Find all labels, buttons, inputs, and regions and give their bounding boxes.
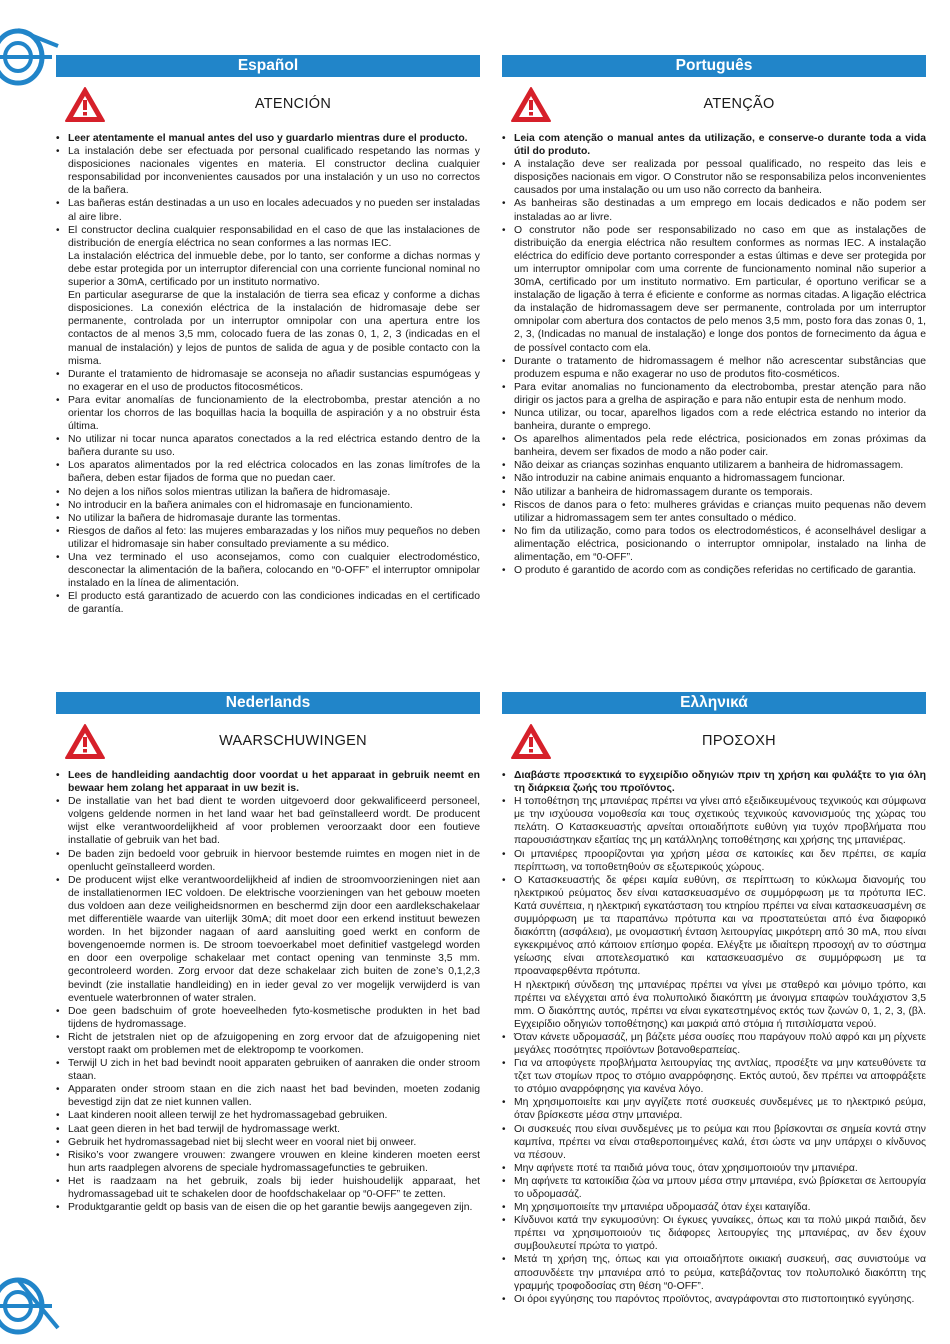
warning-list-es	[56, 132, 480, 616]
bullet-icon: •	[56, 368, 60, 380]
list-item-text: De producent wijst elke verantwoordelijkheid af indien de stroomvoorzieningen niet aan de installatienormen IEC voldoen. De elektrische voorzieningen van het gebouw moeten dus voldoen aan deze veiligheidsnormen en beschermd zijn door een aardlekschakelaar met differentiële waarde van uiterlijk 30mA; dit moet door een erkend instituut bewezen worden. In het bijzonder nagaan of aard aansluiting goed werkt en conform de bovengenoemde normen is. De stroom toevoerkabel moet definitief vastgelegd worden en door een overpolige schakelaar met contact opening van tenminste 3,5 mm. gecontroleerd worden. Zorg ervoor dat deze schakelaar zich buiten de zone’s 0,1,2,3 bevindt (zie installatie handleiding) en in ieder geval zo ver mogelijk verwijderd is van eventuele waterbronnen of water stralen.	[68, 874, 480, 1004]
list-item-text: Οι όροι εγγύησης του παρόντος προϊόντος, αναγράφονται στο πιστοποιητικό εγγύησης.	[514, 1293, 915, 1305]
section-header-el	[502, 714, 926, 769]
list-item-text: Apparaten onder stroom staan en die zich naast het bad bevinden, moeten zodanig bevestigd zijn dat ze niet kunnen vallen.	[68, 1084, 480, 1109]
bullet-icon: •	[502, 1293, 506, 1305]
list-item-text: Não deixar as crianças sozinhas enquanto utilizarem a banheira de hidromassagem.	[514, 460, 904, 472]
bullet-icon: •	[56, 1058, 60, 1070]
list-item-text: No utilizar ni tocar nunca aparatos conectados a la red eléctrica estando dentro de la bañera durante su uso.	[68, 434, 480, 459]
list-item	[56, 197, 480, 223]
list-item-text: Leer atentamente el manual antes del uso y guardarlo mientras dure el producto.	[68, 133, 468, 144]
bullet-icon: •	[502, 355, 506, 367]
list-item-text: En particular asegurarse de que la instalación de tierra sea eficaz y conforme a dichas disposiciones. La conexión eléctrica de la instalación de hidromasaje debe ser permanente, controlada por un interruptor omnipolar con una apertura entre los contactos de al menos 3,5 mm, colocado fuera de las zonas 0, 1, 2, 3 (indicadas en el manual de instalación) y lejos de puntos de salida de agua y de posible contacto con la misma.	[68, 290, 480, 367]
bullet-icon: •	[56, 796, 60, 808]
list-item	[502, 979, 926, 1031]
warning-heading-el: ΠΡΟΣΟΧΗ	[702, 733, 776, 749]
section-el	[502, 692, 926, 1306]
warning-heading-nl: WAARSCHUWINGEN	[219, 733, 367, 749]
bullet-icon: •	[56, 434, 60, 446]
list-item	[502, 795, 926, 847]
list-item	[502, 1214, 926, 1253]
list-item	[56, 459, 480, 485]
list-item	[56, 1136, 480, 1149]
list-item	[502, 224, 926, 355]
list-item-text: Richt de jetstralen niet op de afzuigopening en zorg ervoor dat de afzuigopening niet verstopt raakt om problemen met de elektropomp te voorkomen.	[68, 1031, 480, 1056]
list-item	[502, 459, 926, 472]
list-item-text: Οι μπανιέρες προορίζονται για χρήση μέσα σε κατοικίες και δεν πρέπει, σε καμία περίπτωση, να τοποθετηθούν σε εξωτερικούς χώρους.	[514, 848, 926, 873]
bullet-icon: •	[502, 224, 506, 236]
list-item-text: Para evitar anomalias no funcionamento da electrobomba, prestar atenção para não dirigir os jactos para a grelha de aspiração e para não entupir esta de nenhum modo.	[514, 381, 926, 406]
list-item-text: De baden zijn bedoeld voor gebruik in hiervoor bestemde ruimtes en mogen niet in de openlucht geïnstalleerd worden.	[68, 848, 480, 873]
list-item	[56, 590, 480, 616]
list-item	[56, 499, 480, 512]
list-item	[56, 289, 480, 368]
warning-list-pt	[502, 132, 926, 577]
list-item	[56, 486, 480, 499]
list-item	[56, 394, 480, 433]
section-pt	[502, 55, 926, 577]
bullet-icon: •	[502, 407, 506, 419]
list-item	[502, 486, 926, 499]
list-item	[56, 512, 480, 525]
list-item	[56, 1057, 480, 1083]
list-item-text: Het is raadzaam na het gebruik, zoals bij ieder huishoudelijk apparaat, het hydromassagebad uit te schakelen door de hoofdschakelaar op “0-OFF” te zetten.	[68, 1175, 480, 1200]
list-item	[502, 472, 926, 485]
list-item-text: No utilizar la bañera de hidromasaje durante las tormentas.	[68, 512, 341, 524]
bullet-icon: •	[56, 848, 60, 860]
list-item-text: A instalação deve ser realizada por pessoal qualificado, no respeito das leis e disposições nacionais em vigor. O Construtor não se responsabiliza pelos inconvenientes causados por uma instalação ou um uso não correcto da banheira.	[514, 159, 926, 197]
bullet-icon: •	[56, 512, 60, 524]
bullet-icon: •	[56, 460, 60, 472]
warning-heading-pt: ATENÇÃO	[703, 96, 775, 112]
list-item-text: Não utilizar a banheira de hidromassagem durante os temporais.	[514, 486, 813, 498]
bullet-icon: •	[502, 460, 506, 472]
list-item	[502, 874, 926, 979]
list-item	[502, 132, 926, 158]
brand-logo-top	[0, 26, 60, 88]
warning-list-nl	[56, 769, 480, 1214]
list-item-text: Laat kinderen nooit alleen terwijl ze het hydromassagebad gebruiken.	[68, 1110, 388, 1122]
warning-icon	[510, 86, 552, 124]
section-header-es	[56, 77, 480, 132]
list-item-text: El constructor declina cualquier responsabilidad en el caso de que las instalaciones de distribución de energía eléctrica no sean conformes a las normas IEC.	[68, 224, 480, 249]
brand-logo-bottom	[0, 1272, 60, 1336]
list-item-text: Los aparatos alimentados por la red eléctrica colocados en las zonas limítrofes de la bañera, deben estar fijados de forma que no puedan caer.	[68, 460, 480, 485]
list-item-text: Nunca utilizar, ou tocar, aparelhos ligados com a rede eléctrica estando no interior da banheira, durante o emprego.	[514, 407, 926, 433]
list-item	[56, 433, 480, 459]
bullet-icon: •	[502, 848, 506, 860]
bullet-icon: •	[56, 133, 60, 144]
list-item-text: La instalación eléctrica del inmueble debe, por lo tanto, ser conforme a dichas normas y debe estar protegida por un interruptor diferencial con una corriente funcional nominal no superior a 30mA, certificado por un instituto normativo.	[68, 250, 480, 289]
bullet-icon: •	[502, 1031, 506, 1043]
list-item	[56, 250, 480, 289]
list-item-text: Μετά τη χρήση της, όπως και για οποιαδήποτε οικιακή συσκευή, σας συνιστούμε να αποσυνδέετε την μπανιέρα από το ρεύμα, κατεβάζοντας τον πολυπολικό διακόπτη της γραμμής τροφοδοσίας στη θέση “0-OFF”.	[514, 1254, 926, 1292]
warning-list-el	[502, 769, 926, 1306]
list-item-text: El producto está garantizado de acuerdo con las condiciones indicadas en el certificado de garantía.	[68, 591, 480, 616]
bullet-icon: •	[56, 552, 60, 563]
bullet-icon: •	[502, 486, 506, 498]
list-item-text: Διαβάστε προσεκτικά το εγχειρίδιο οδηγιών πριν τη χρήση και φυλάξτε το για όλη τη διάρκεια ζωής του προϊόντος.	[514, 770, 926, 795]
section-title-es: Español	[56, 55, 480, 77]
bullet-icon: •	[502, 1254, 506, 1266]
list-item	[56, 224, 480, 250]
list-item	[56, 1083, 480, 1109]
bullet-icon: •	[502, 1058, 506, 1070]
bullet-icon: •	[56, 1149, 60, 1161]
list-item	[502, 433, 926, 459]
list-item	[56, 1005, 480, 1031]
bullet-icon: •	[56, 499, 60, 511]
list-item-text: Não introduzir na cabine animais enquanto a hidromassagem funcionar.	[514, 473, 845, 485]
bullet-icon: •	[502, 525, 506, 537]
list-item-text: Leia com atenção o manual antes da utilização, e conserve-o durante toda a vida útil do produto.	[514, 133, 926, 158]
list-item	[56, 874, 480, 1005]
list-item	[502, 1123, 926, 1162]
bullet-icon: •	[56, 146, 60, 158]
list-item	[502, 158, 926, 197]
section-header-nl	[56, 714, 480, 769]
bullet-icon: •	[502, 770, 506, 781]
section-title-nl: Nederlands	[56, 692, 480, 714]
list-item	[56, 1201, 480, 1214]
list-item	[56, 132, 480, 145]
list-item	[502, 1175, 926, 1201]
list-item-text: Laat geen dieren in het bad terwijl de hydromassage werkt.	[68, 1123, 341, 1135]
list-item-text: Η ηλεκτρική σύνδεση της μπανιέρας πρέπει να γίνει με σταθερό και μόνιμο τρόπο, και πρέπει να ελέγχεται από ένα πολυπολικό διακόπτη με άνοιγμα επαφών τουλάχιστον 3,5 mm. Ο διακόπτης αυτός, πρέπει να είναι εγκατεστημένος εκτός των ζωνών 0, 1, 2, 3, (βλ. Εγχειρίδιο οδηγιών τοποθέτησης) και μακριά από στόμια ή πιτσιλίσματα νερού.	[514, 979, 926, 1030]
bullet-icon: •	[56, 1005, 60, 1017]
list-item	[502, 197, 926, 223]
list-item	[502, 1293, 926, 1306]
list-item-text: No dejen a los niños solos mientras utilizan la bañera de hidromasaje.	[68, 486, 391, 498]
list-item-text: Μην αφήνετε ποτέ τα παιδιά μόνα τους, όταν χρησιμοποιούν την μπανιέρα.	[514, 1162, 858, 1174]
section-es	[56, 55, 480, 616]
list-item-text: No fim da utilização, como para todos os electrodomésticos, é aconselhável desligar a alimentação eléctrica, posicionando o interruptor omnipolar, instalado na linha de alimentação, em “0-OFF”.	[514, 525, 926, 563]
list-item-text: Lees de handleiding aandachtig door voordat u het apparaat in gebruik neemt en bewaar hem zolang het apparaat in uw bezit is.	[68, 770, 480, 795]
bullet-icon: •	[56, 1084, 60, 1096]
list-item	[502, 1096, 926, 1122]
list-item-text: O construtor não pode ser responsabilizado no caso em que as instalações de distribuição da energia eléctrica não resultem conformes as normas IEC. A instalação eléctrica do edifício deve portanto corresponder a estas últimas e deve ser protegida por um interruptor omnipolar com uma corrente de funcionamento nominal não superior a 30mA, certificado por um instituto normativo. Em particular, é oportuno verificar se a instalação de ligação à terra é eficiente e conforme as normas citadas. A ligação eléctrica da instalação de hidromassagem deve ser permanente, controlada por um interruptor omnipolar com abertura dos contactos de pelo menos 3,5 mm, posto fora das zonas 0, 1, 2, 3, (Indicadas no manual de instalação) e longe dos pontos de fornecimento da água e de possível contacto com ela.	[514, 224, 926, 354]
bullet-icon: •	[56, 1136, 60, 1148]
list-item	[502, 564, 926, 577]
bullet-icon: •	[502, 874, 506, 886]
bullet-icon: •	[502, 1202, 506, 1214]
bullet-icon: •	[56, 525, 60, 537]
list-item	[502, 1031, 926, 1057]
list-item-text: Risiko’s voor zwangere vrouwen: zwangere vrouwen en kleine kinderen moeten eerst hun arts raadplegen alvorens de speciale hydromassagefuncties te gebruiken.	[68, 1149, 480, 1174]
section-nl	[56, 692, 480, 1214]
section-title-pt: Português	[502, 55, 926, 77]
bullet-icon: •	[56, 1123, 60, 1135]
list-item-text: Riesgos de daños al feto: las mujeres embarazadas y los niños muy pequeños no deben utilizar el hidromasaje sin haber consultado previamente a su médico.	[68, 525, 480, 550]
list-item	[502, 769, 926, 795]
bullet-icon: •	[56, 874, 60, 886]
bullet-icon: •	[502, 198, 506, 210]
list-item	[502, 381, 926, 407]
list-item	[502, 1162, 926, 1175]
bullet-icon: •	[502, 1097, 506, 1109]
bullet-icon: •	[502, 133, 506, 144]
list-item	[502, 1201, 926, 1214]
list-item-text: De installatie van het bad dient te worden uitgevoerd door gekwalificeerd personeel, volgens geldende normen in het land waar het bad geïnstalleerd wordt. De producent wijst elke verantwoordelijkheid af voor problemen veroorzaakt door een foutieve installatie of gebruik van het bad.	[68, 796, 480, 847]
list-item-text: Las bañeras están destinadas a un uso en locales adecuados y no pueden ser instaladas al aire libre.	[68, 198, 480, 223]
bullet-icon: •	[56, 591, 60, 603]
list-item	[56, 769, 480, 795]
bullet-icon: •	[502, 499, 506, 511]
list-item-text: Durante el tratamiento de hidromasaje se aconseja no añadir sustancias espumógeas y no exagerar en el uso de productos fitocosméticos.	[68, 368, 480, 393]
warning-icon	[510, 723, 552, 761]
bullet-icon: •	[502, 565, 506, 577]
list-item-text: As banheiras são destinadas a um emprego em locais dedicados e não podem ser instaladas ao ar livre.	[514, 198, 926, 223]
list-item	[56, 525, 480, 551]
bullet-icon: •	[502, 1123, 506, 1135]
list-item	[56, 795, 480, 847]
list-item-text: Μη αφήνετε τα κατοικίδια ζώα να μπουν μέσα στην μπανιέρα, ενώ βρίσκεται σε λειτουργία το υδρομασάζ.	[514, 1175, 926, 1200]
bullet-icon: •	[56, 1110, 60, 1122]
bullet-icon: •	[56, 224, 60, 236]
list-item-text: Terwijl U zich in het bad bevindt nooit apparaten gebruiken of aanraken die onder stroom staan.	[68, 1058, 480, 1083]
bullet-icon: •	[56, 198, 60, 210]
list-item-text: Riscos de danos para o feto: mulheres grávidas e crianças muito pequenas não devem utilizar a hidromassagem sem ter antes consultado o médico.	[514, 499, 926, 524]
list-item-text: Μη χρησιμοποιείτε και μην αγγίζετε ποτέ συσκευές συνδεμένες με το ηλεκτρικό ρεύμα, όταν βρίσκεστε μέσα στην μπανιέρα.	[514, 1097, 926, 1122]
bullet-icon: •	[502, 434, 506, 446]
list-item	[502, 1057, 926, 1096]
list-item-text: Οι συσκευές που είναι συνδεμένες με το ρεύμα και που βρίσκονται σε σημεία κοντά στην καμπίνα, πρέπει να είναι σταθεροποιημένες καλά, έτσι ώστε να μην υπάρχει ο κίνδυνος να πέσουν.	[514, 1123, 926, 1161]
bullet-icon: •	[56, 1175, 60, 1187]
list-item-text: Una vez terminado el uso aconsejamos, como con cualquier electrodoméstico, desconectar la alimentación de la bañera, colocando en “0-OFF” el interruptor omnipolar instalado en la línea de alimentación.	[68, 552, 480, 590]
bullet-icon: •	[502, 1162, 506, 1174]
bullet-icon: •	[502, 473, 506, 485]
bullet-icon: •	[502, 1175, 506, 1187]
list-item	[56, 1031, 480, 1057]
bullet-icon: •	[502, 381, 506, 393]
warning-heading-es: ATENCIÓN	[254, 96, 332, 112]
list-item-text: Doe geen badschuim of grote hoeveelheden fyto-kosmetische produkten in het bad tijdens de hydromassage.	[68, 1005, 480, 1030]
list-item-text: Gebruik het hydromassagebad niet bij slecht weer en vooral niet bij onweer.	[68, 1136, 417, 1148]
list-item-text: Η τοποθέτηση της μπανιέρας πρέπει να γίνει από εξειδικευμένους τεχνικούς και σύμφωνα με την ισχύουσα νομοθεσία και τους σχετικούς τεχνικούς κανονισμούς της χώρας του πελάτη. Ο Κατασκευαστής αρνείται οποιαδήποτε ευθύνη για τυχόν προβλήματα που παρουσιάστηκαν εξαιτίας της μη κατάλληλης τοποθέτησης και χρήσης της μπανιέρας.	[514, 796, 926, 847]
bullet-icon: •	[502, 159, 506, 171]
list-item-text: Ο Κατασκευαστής δε φέρει καμία ευθύνη, σε περίπτωση το κύκλωμα διανομής του ηλεκτρικού ρεύματος δεν είναι κατασκευασμένο σε συμμόρφωση με τα πρότυπα IEC. Κατά συνέπεια, η ηλεκτρική εγκατάσταση του κτηρίου πρέπει να είναι κατασκευασμένη σε συμμόρφωση με τα παραπάνω πρότυπα και να προστατεύεται από ένα διαφορικό διακόπτη (ασφάλεια), με ονομαστική ένταση λειτουργίας μικρότερη από 30 mA, που είναι εγκεκριμένος από κάποιον επίσημο φορέα. Ελέγξτε με ιδιαίτερη προσοχή αν το σύστημα γείωσης είναι αποτελεσματικό και κατασκευασμένο σε συμμόρφωση με τα προαναφερθέντα πρότυπα.	[514, 874, 926, 978]
list-item	[56, 848, 480, 874]
warning-icon	[64, 723, 106, 761]
list-item	[502, 499, 926, 525]
bullet-icon: •	[56, 1202, 60, 1214]
list-item-text: Μη χρησιμοποιείτε την μπανιέρα υδρομασάζ όταν έχει καταιγίδα.	[514, 1202, 811, 1214]
list-item	[502, 848, 926, 874]
list-item-text: Για να αποφύγετε προβλήματα λειτουργίας της αντλίας, προσέξτε να μην κατευθύνετε τα τζετ των στομίων προς το στόμιο αναρρόφησης. Εκτός αυτού, δεν πρέπει να αποφράξετε το στόμιο αναρρόφησης για κανένα λόγο.	[514, 1058, 926, 1096]
bullet-icon: •	[56, 486, 60, 498]
list-item	[56, 1123, 480, 1136]
list-item-text: La instalación debe ser efectuada por personal cualificado respetando las normas y disposiciones nacionales vigentes en materia. El constructor declina cualquier responsabilidad por inconvenientes causados por una instalación y un uso no correctos de la bañera.	[68, 146, 480, 197]
list-item-text: Para evitar anomalías de funcionamiento de la electrobomba, prestar atención a no orientar los chorros de las boquillas hacia la boquilla de aspiración y a no obstruir ésta última.	[68, 394, 480, 433]
warning-icon	[64, 86, 106, 124]
list-item-text: Κίνδυνοι κατά την εγκυμοσύνη: Οι έγκυες γυναίκες, όπως και τα πολύ μικρά παιδιά, δεν πρέπει να χρησιμοποιούν τις διάφορες λειτουργίες της μπανιέρας, αν δεν έχουν συμβουλευτεί πρώτα το γιατρό.	[514, 1215, 926, 1253]
list-item	[56, 1149, 480, 1175]
bullet-icon: •	[502, 796, 506, 808]
list-item	[502, 525, 926, 564]
bullet-icon: •	[502, 1215, 506, 1227]
bullet-icon: •	[56, 394, 60, 406]
list-item	[502, 355, 926, 381]
list-item-text: Όταν κάνετε υδρομασάζ, μη βάζετε μέσα ουσίες που παράγουν πολύ αφρό και μη ρίχνετε μεγάλες ποσότητες προϊόντων βοτανοθεραπείας.	[514, 1031, 926, 1056]
list-item	[56, 1175, 480, 1201]
section-header-pt	[502, 77, 926, 132]
list-item	[56, 551, 480, 590]
bullet-icon: •	[56, 1031, 60, 1043]
bullet-icon: •	[56, 770, 60, 781]
list-item-text: No introducir en la bañera animales con el hidromasaje en funcionamiento.	[68, 499, 413, 511]
list-item	[56, 145, 480, 197]
list-item-text: Produktgarantie geldt op basis van de eisen die op het garantie bewijs aangegeven zijn.	[68, 1202, 473, 1214]
list-item-text: O produto é garantido de acordo com as condições referidas no certificado de garantia.	[514, 565, 917, 577]
list-item	[502, 1253, 926, 1292]
list-item	[56, 1109, 480, 1122]
section-title-el: Ελληνικά	[502, 692, 926, 714]
list-item	[56, 368, 480, 394]
list-item	[502, 407, 926, 433]
list-item-text: Os aparelhos alimentados pela rede eléctrica, posicionados em zonas próximas da banheira, devem ser fixados de modo a não poder cair.	[514, 434, 926, 459]
list-item-text: Durante o tratamento de hidromassagem é melhor não acrescentar substâncias que produzem espuma e não exagerar no uso de produtos fito-cosméticos.	[514, 355, 926, 380]
